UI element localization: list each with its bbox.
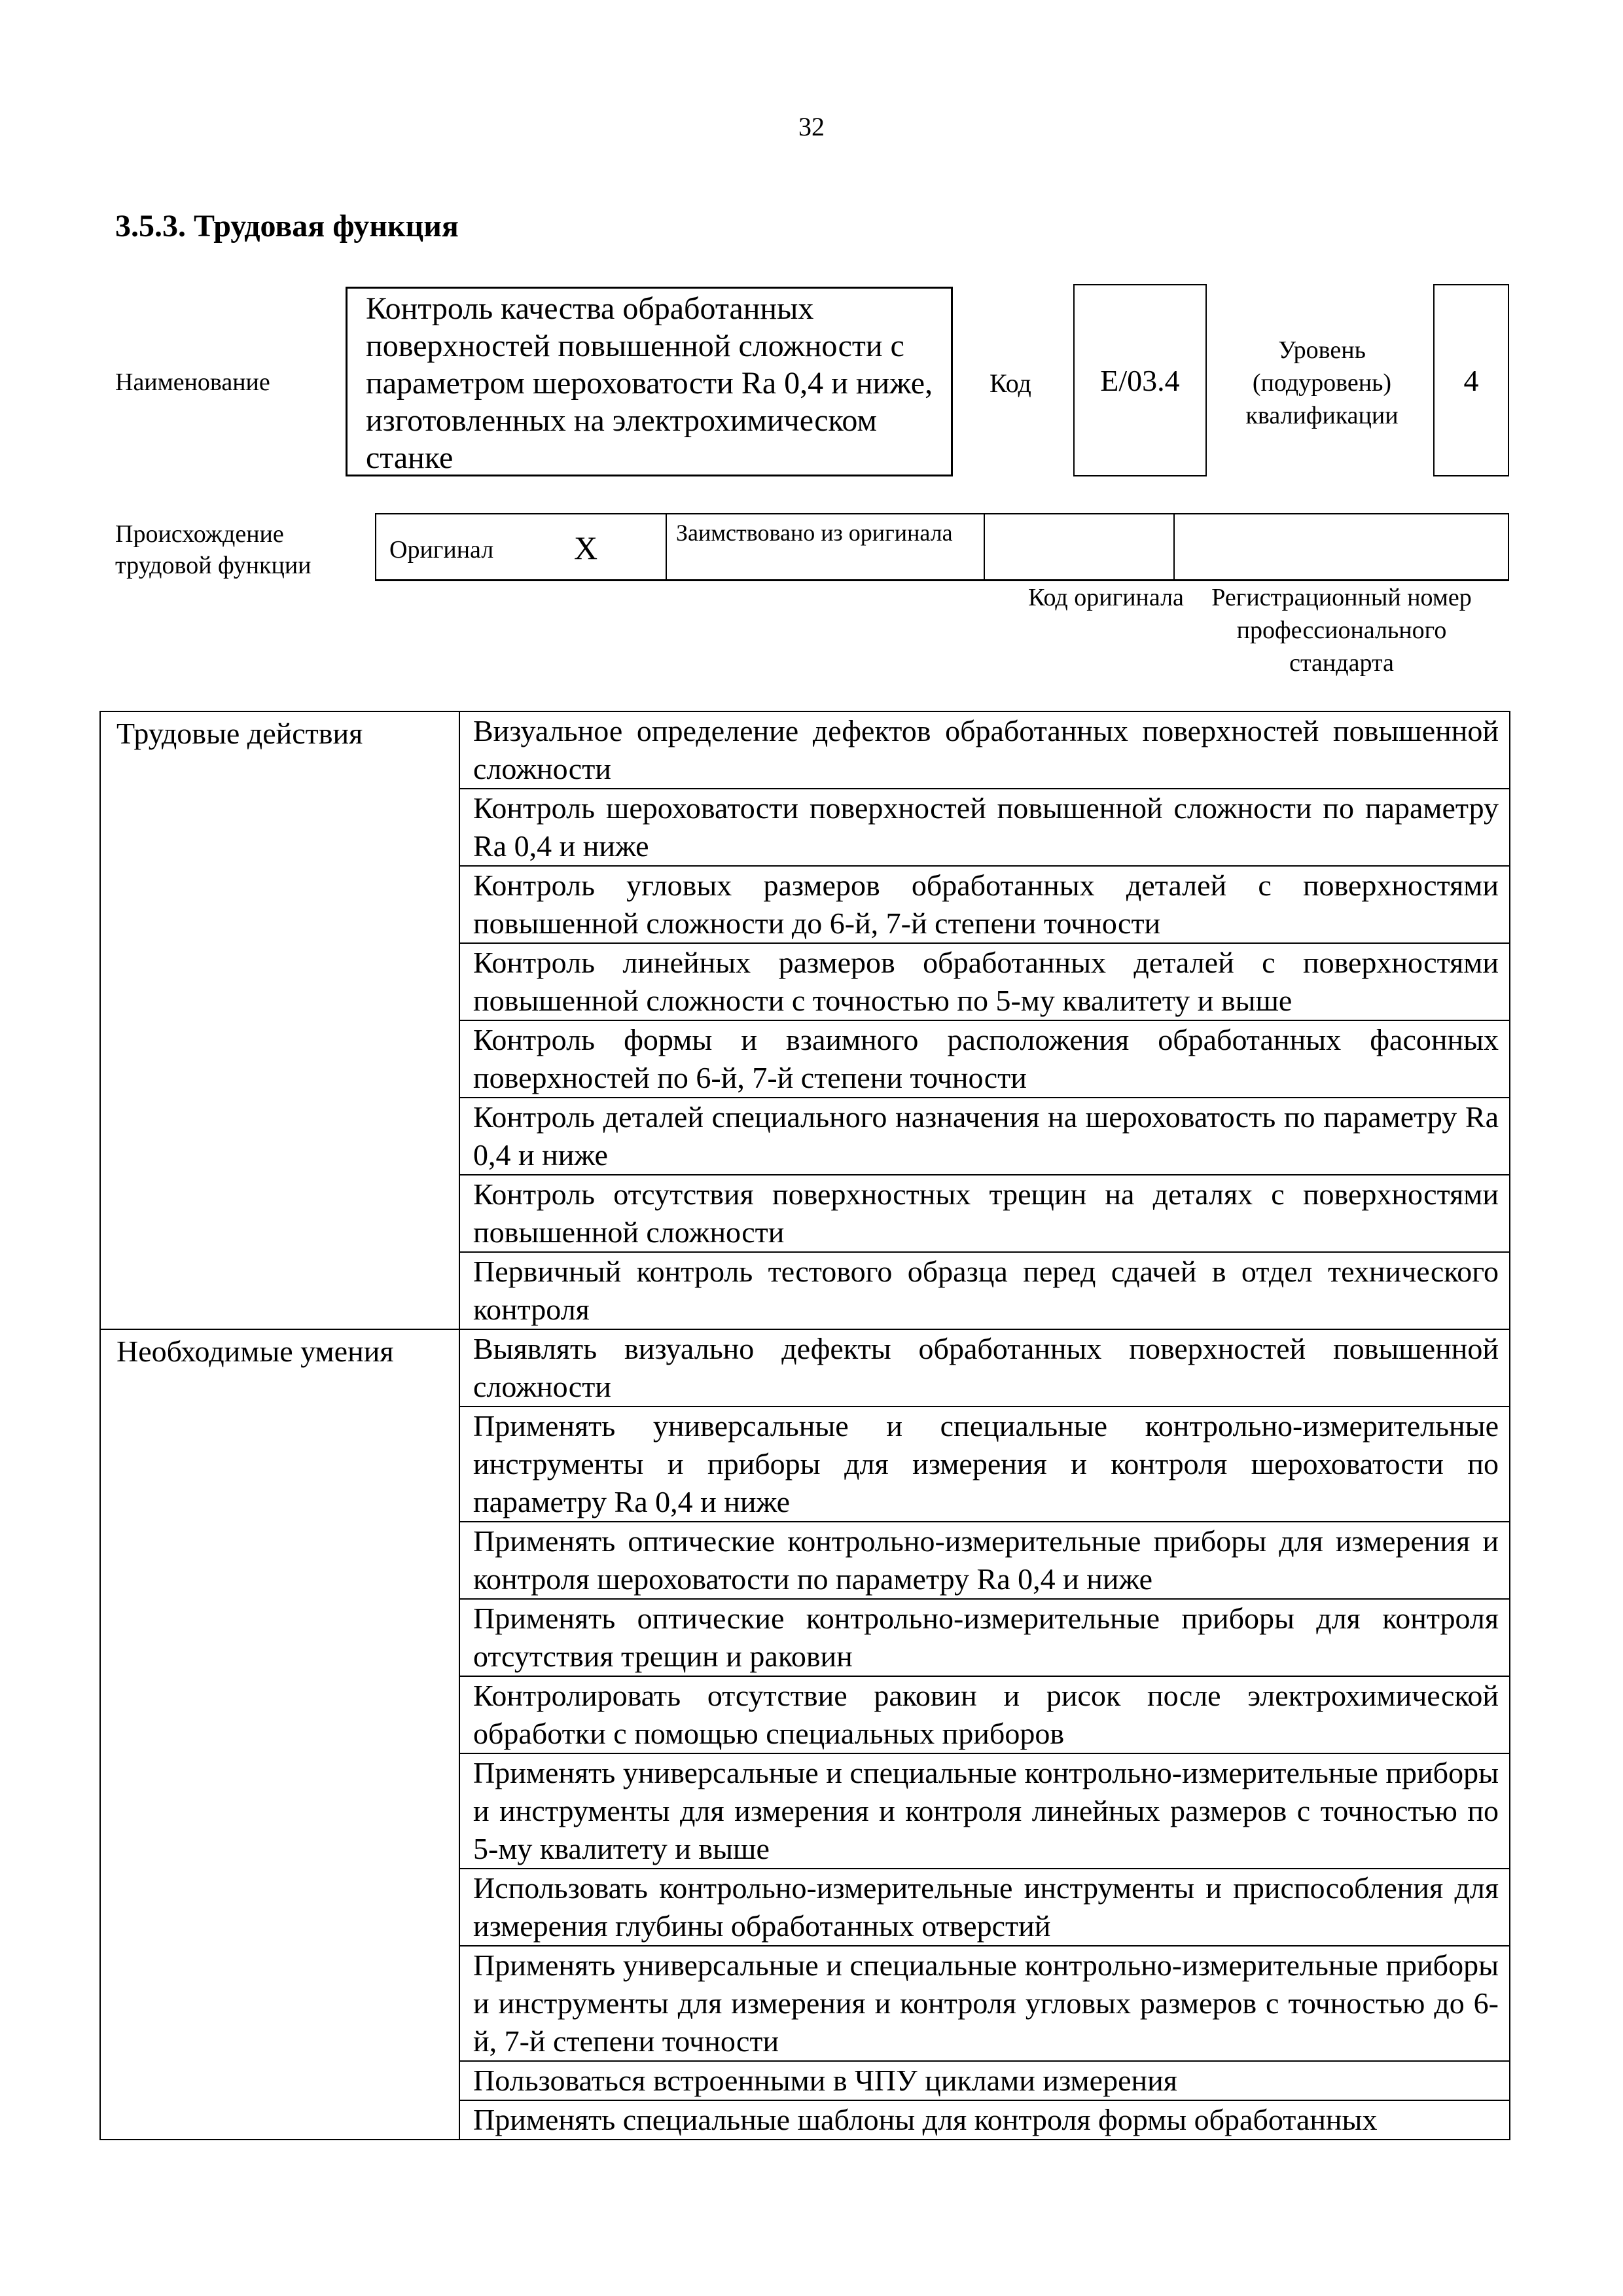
skill-item: Использовать контрольно-измерительные инструменты и приспособления для измерения глубины обработанных отверстий: [460, 1868, 1509, 1945]
skill-item: Применять оптические контрольно-измерительные приборы для контроля отсутствия трещин и раковин: [460, 1598, 1509, 1676]
skill-item: Контролировать отсутствие раковин и рисок после электрохимической обработки с помощью специальных приборов: [460, 1676, 1509, 1753]
skill-item: Пользоваться встроенными в ЧПУ циклами измерения: [460, 2060, 1509, 2100]
skill-item: Применять оптические контрольно-измерительные приборы для измерения и контроля шероховатости по параметру Ra 0,4 и ниже: [460, 1521, 1509, 1598]
code-label: Код: [990, 368, 1031, 398]
labor-action-item: Первичный контроль тестового образца перед сдачей в отдел технического контроля: [460, 1251, 1509, 1329]
skill-item: Применять универсальные и специальные контрольно-измерительные приборы и инструменты для измерения и контроля линейных размеров с точностью по 5-му квалитету и выше: [460, 1753, 1509, 1868]
page-number: 32: [798, 112, 825, 141]
code-value: E/03.4: [1100, 363, 1180, 397]
function-table: [99, 711, 1510, 2140]
registration-number-cell: [1173, 514, 1508, 579]
original-code-cell: [984, 514, 1175, 579]
labor-action-item: Визуальное определение дефектов обработанных поверхностей повышенной сложности: [473, 714, 1499, 785]
origin-label: Происхождение трудовой функции: [115, 520, 312, 579]
skills-list: [460, 1329, 1509, 2139]
labor-action-item: Контроль угловых размеров обработанных деталей с поверхностями повышенной сложности до 6-й, 7-й степени точности: [460, 865, 1509, 942]
skills-label: Необходимые умения: [101, 1329, 460, 2139]
origin-row: [375, 513, 1509, 581]
labor-action-item: Контроль деталей специального назначения на шероховатость по параметру Ra 0,4 и ниже: [460, 1097, 1509, 1174]
skill-item: Выявлять визуально дефекты обработанных поверхностей повышенной сложности: [473, 1332, 1499, 1403]
qualification-level-value: 4: [1463, 363, 1479, 397]
skill-item: Применять специальные шаблоны для контроля формы обработанных: [460, 2100, 1509, 2139]
name-label: Наименование: [115, 368, 270, 396]
qualification-level-box: [1433, 284, 1509, 476]
labor-action-item: Контроль шероховатости поверхностей повышенной сложности по параметру Ra 0,4 и ниже: [460, 788, 1509, 865]
labor-action-item: Контроль отсутствия поверхностных трещин на деталях с поверхностями повышенной сложности: [460, 1174, 1509, 1251]
labor-action-item: Контроль линейных размеров обработанных деталей с поверхностями повышенной сложности с точностью по 5-му квалитету и выше: [460, 942, 1509, 1020]
original-code-caption: Код оригинала: [1028, 584, 1184, 611]
labor-actions-list: [460, 712, 1509, 1329]
code-box: [1073, 284, 1207, 476]
skill-item: Применять универсальные и специальные контрольно-измерительные инструменты и приборы для измерения и контроля шероховатости по параметру Ra 0,4 и ниже: [460, 1406, 1509, 1521]
function-name-box: Контроль качества обработанных поверхностей повышенной сложности с параметром шероховатости Ra 0,4 и ниже, изготовленных на электрохимическом станке: [346, 287, 953, 476]
labor-action-item: Контроль формы и взаимного расположения обработанных фасонных поверхностей по 6-й, 7-й степени точности: [460, 1020, 1509, 1097]
labor-actions-label: Трудовые действия: [101, 712, 460, 1329]
original-label: Оригинал: [389, 536, 494, 564]
qualification-level-label: Уровень (подуровень) квалификации: [1245, 336, 1399, 429]
registration-number-caption: Регистрационный номер профессионального стандарта: [1211, 584, 1472, 677]
original-mark: X: [574, 529, 598, 566]
section-title: 3.5.3. Трудовая функция: [115, 209, 459, 243]
skill-item: Применять универсальные и специальные контрольно-измерительные приборы и инструменты для измерения и контроля угловых размеров с точностью до 6-й, 7-й степени точности: [460, 1945, 1509, 2060]
borrowed-label: Заимствовано из оригинала: [666, 514, 984, 579]
